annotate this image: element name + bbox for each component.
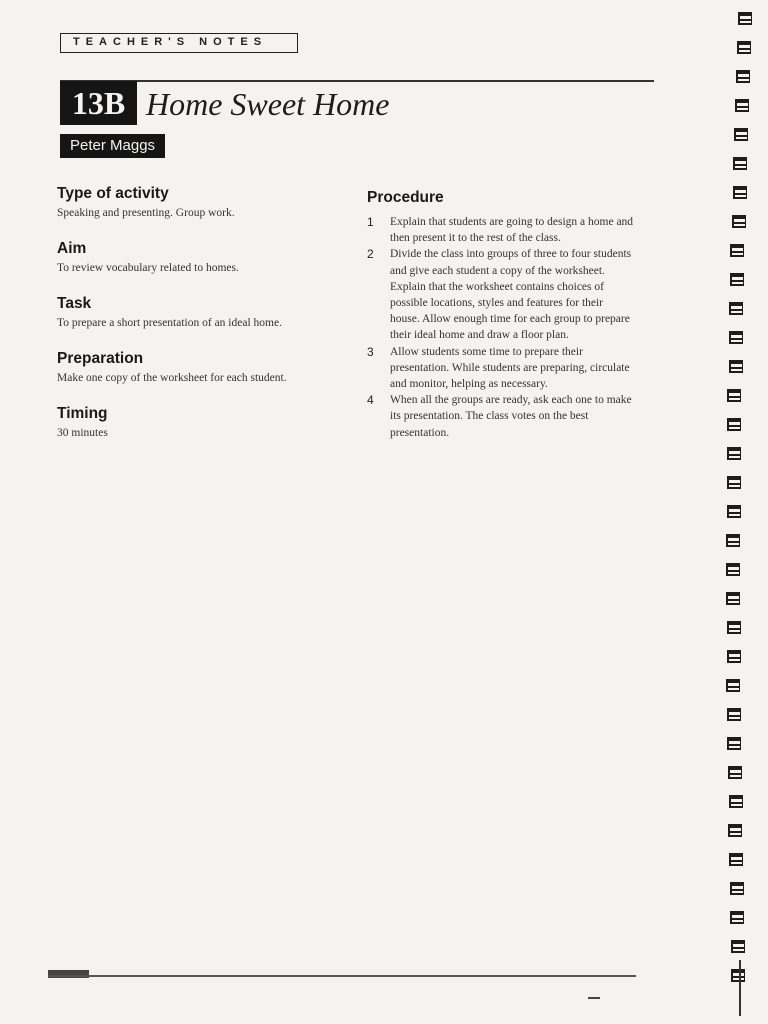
binding-ring [728, 766, 742, 779]
binding-ring [729, 853, 743, 866]
binding-ring [726, 534, 740, 547]
teachers-notes-label: TEACHER'S NOTES [60, 33, 298, 53]
aim-text: To review vocabulary related to homes. [57, 262, 239, 274]
page-title: Home Sweet Home [146, 86, 390, 122]
procedure-step [367, 214, 652, 246]
unit-number-badge: 13B [60, 81, 137, 125]
binding-ring [726, 679, 740, 692]
step-text: Allow students some time to prepare their presentation. While students are preparing, circulate and monitor, helping as necessary. [390, 345, 630, 391]
binding-ring [730, 244, 744, 257]
footer-block [48, 970, 89, 978]
step-number: 2 [367, 247, 374, 262]
procedure-heading: Procedure [367, 189, 444, 206]
preparation-heading: Preparation [57, 350, 144, 367]
binding-ring [727, 418, 741, 431]
preparation-text: Make one copy of the worksheet for each student. [57, 372, 287, 384]
binding-ring [727, 505, 741, 518]
binding-ring [735, 99, 749, 112]
type-of-activity-text: Speaking and presenting. Group work. [57, 207, 235, 219]
binding-ring [734, 128, 748, 141]
binding-ring [731, 940, 745, 953]
binding-ring [730, 911, 744, 924]
step-text: Explain that students are going to design a home and then present it to the rest of the class. [390, 216, 634, 245]
binding-ring [727, 621, 741, 634]
binding-ring [729, 360, 743, 373]
binding-ring [733, 186, 747, 199]
task-heading: Task [57, 295, 92, 312]
step-number: 4 [367, 393, 374, 408]
binding-ring [729, 331, 743, 344]
footer-dash [588, 997, 600, 999]
binding-ring [727, 476, 741, 489]
binding-ring [729, 302, 743, 315]
step-text: When all the groups are ready, ask each one to make its presentation. The class votes on the best presentation. [390, 394, 632, 439]
binding-ring [727, 737, 741, 750]
binding-ring [737, 41, 751, 54]
step-text: Divide the class into groups of three to four students and give each student a copy of the worksheet. Explain that the worksheet contains choices of possible locations, styles and features for their house. Allow enough time for each group to prepare their ideal home and draw a floor plan. [390, 248, 632, 342]
procedure-step [367, 392, 652, 441]
binding-ring [726, 563, 740, 576]
aim-heading: Aim [57, 240, 87, 257]
procedure-steps [367, 214, 652, 441]
timing-text: 30 minutes [57, 427, 108, 439]
spiral-binding [712, 0, 768, 1024]
procedure-column [367, 188, 652, 441]
procedure-step [367, 246, 652, 343]
binding-ring [729, 795, 743, 808]
timing-heading: Timing [57, 405, 108, 422]
binding-ring [736, 70, 750, 83]
activity-details-column [57, 184, 347, 459]
binding-ring [738, 12, 752, 25]
binding-ring [732, 215, 746, 228]
procedure-step [367, 344, 652, 393]
binding-ring [727, 708, 741, 721]
step-number: 3 [367, 344, 374, 359]
binding-ring [726, 592, 740, 605]
binding-spine [739, 960, 741, 1016]
author-badge: Peter Maggs [60, 134, 165, 158]
binding-ring [730, 882, 744, 895]
binding-ring [730, 273, 744, 286]
step-number: 1 [367, 215, 374, 229]
binding-ring [727, 447, 741, 460]
type-of-activity-heading: Type of activity [57, 185, 169, 202]
binding-ring [728, 824, 742, 837]
binding-ring [727, 650, 741, 663]
footer-rule [48, 975, 636, 977]
binding-ring [731, 969, 745, 982]
task-text: To prepare a short presentation of an ideal home. [57, 317, 282, 329]
binding-ring [733, 157, 747, 170]
binding-ring [727, 389, 741, 402]
